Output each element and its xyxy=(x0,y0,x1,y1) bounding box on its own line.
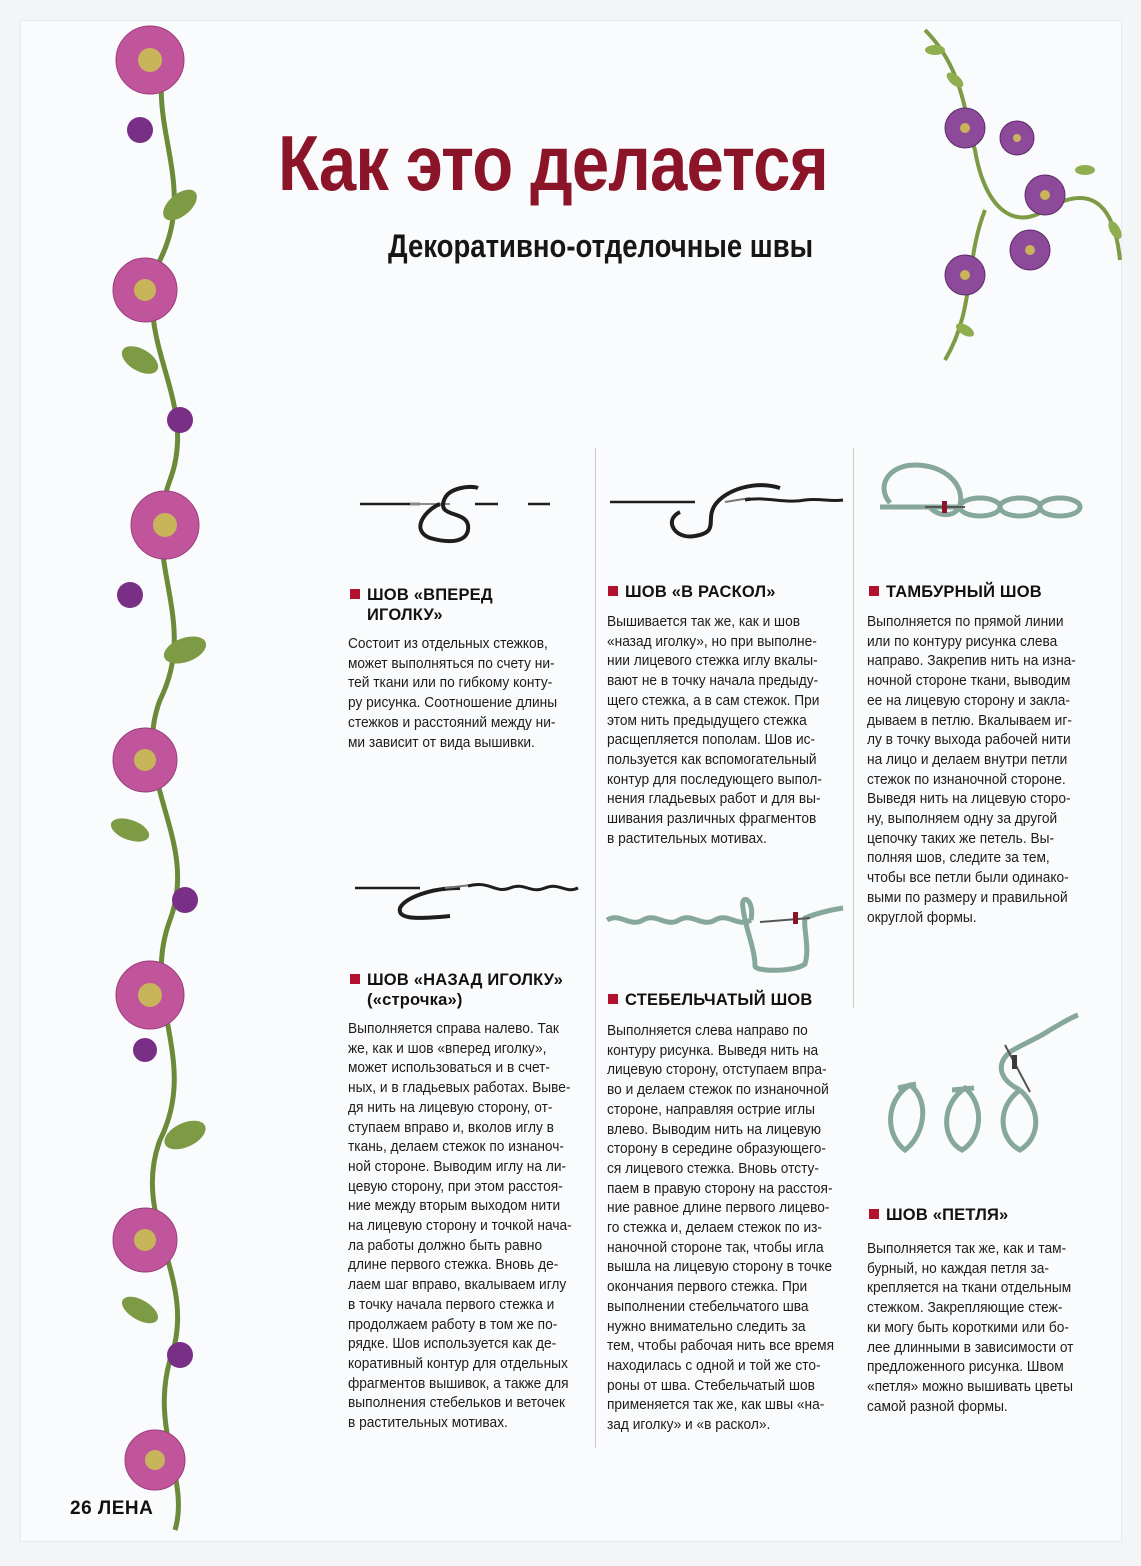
page-number: 26 xyxy=(70,1498,93,1519)
split-stitch-text: Вышивается так же, как и шов «назад иголку», но при выполне- нии лицевого стежка иглу вкалы- вают не в точку начала предыду- щего стежка, а в сам стежок. При этом нить предыдущего стежка расщепляется пополам. Шов ис- пользуется как вспомогательный контур для последующего выпол- нения гладьевых работ и для вы- шивания различных фрагментов в растительных мотивах. xyxy=(607,614,822,847)
page-subtitle: Декоративно-отделочные швы xyxy=(388,228,814,264)
column-divider-2 xyxy=(853,448,854,1008)
loop-stitch-text: Выполняется так же, как и там- бурный, но каждая петля за- крепляется на ткани отдельным стежком. Закрепляющие стеж- ки могу быть короткими или бо- лее длинными в зависимости от предложенного рисунка. Швом «петля» можно вышивать цветы самой разной формы. xyxy=(867,1241,1074,1415)
back-stitch-text: Выполняется справа налево. Так же, как и шов «вперед иголку», может использоваться и в счет- ных, и в гладьевых работах. Выве- дя нить на лицевую сторону, от- ступаем вправо и, вколов иглу в ткань, делаем стежок по изнаноч- ной стороне. Выводим иглу на ли- цевую сторону, при этом расстоя- ние между вторым выходом нити на лицевую сторону и точкой нача- ла работы должно быть равно длине первого стежка. Вновь де- лаем шаг вправо, вкалываем иглу в точку начала первого стежка и продолжаем работу в том же по- рядке. Шов используется как де- коративный контур для отдельных фрагментов вышивок, а также для выполнения стебельков и веточек в растительных мотивах. xyxy=(348,1021,572,1432)
stem-stitch-heading: СТЕБЕЛЬЧАТЫЙ ШОВ xyxy=(608,990,848,1010)
bullet-square-icon xyxy=(350,589,360,599)
bullet-square-icon xyxy=(608,586,618,596)
column-divider-1 xyxy=(595,448,596,1448)
bullet-square-icon xyxy=(869,586,879,596)
loop-stitch-heading: ШОВ «ПЕТЛЯ» xyxy=(869,1205,1109,1225)
magazine-name: ЛЕНА xyxy=(97,1498,154,1519)
page-title: Как это делается xyxy=(278,119,828,207)
running-stitch-heading: ШОВ «ВПЕРЕД ИГОЛКУ» xyxy=(350,585,580,625)
bullet-square-icon xyxy=(869,1209,879,1219)
running-stitch-diagram xyxy=(350,480,565,555)
bullet-square-icon xyxy=(350,974,360,984)
embroidered-flower-wreath xyxy=(905,10,1135,390)
stem-stitch-text: Выполняется слева направо по контуру рисунка. Выведя нить на лицевую сторону, отступаем впра- во и делаем стежок по изнаночной стороне, направляя острие иглы влево. Выводим нить на лицевую сторону в середине образующего- ся лицевого стежка. Вновь отсту- паем в правую сторону на расстоя- ние равное длине первого лицево- го стежка и, делаем стежок по из- наночной стороне так, чтобы игла вышла на лицевую сторону в точке окончания первого стежка. При выполнении стебельчатого шва нужно внимательно следить за тем, чтобы рабочая нить все время находилась с одной и той же сто- роны от шва. Стебельчатый шов применяется так же, как швы «на- зад иголку» и «в раскол». xyxy=(607,1023,835,1434)
chain-stitch-text: Выполняется по прямой линии или по контуру рисунка слева направо. Закрепив нить на изна- ночной стороне ткани, выводим ее на лицевую сторону и закла- дываем в петлю. Вкалываем иг- лу в точку выхода рабочей нити на лицо и делаем внутри петли стежок по изнаночной стороне. Выведя нить на лицевую сторо- ну, выполняем одну за другой цепочку таких же петель. Вы- полняя шов, следите за тем, чтобы все петли были одинако- выми по размеру и правильной округлой формы. xyxy=(867,614,1076,926)
page-footer xyxy=(70,1498,153,1520)
chain-stitch-heading: ТАМБУРНЫЙ ШОВ xyxy=(869,582,1109,602)
back-stitch-heading: ШОВ «НАЗАД ИГОЛКУ» («строчка») xyxy=(350,970,590,1010)
running-stitch-text: Состоит из отдельных стежков, может выполняться по счету ни- тей ткани или по гибкому конту- ру рисунка. Соотношение длины стежков и расстояний между ни- ми зависит от вида вышивки. xyxy=(348,636,558,751)
stem-stitch-diagram xyxy=(605,888,845,978)
split-stitch-diagram xyxy=(605,480,845,550)
split-stitch-heading: ШОВ «В РАСКОЛ» xyxy=(608,582,848,602)
chain-stitch-diagram xyxy=(870,455,1105,540)
loop-stitch-diagram xyxy=(870,1010,1085,1160)
bullet-square-icon xyxy=(608,994,618,1004)
back-stitch-diagram xyxy=(350,868,585,928)
embroidered-vine-border xyxy=(97,0,240,1566)
